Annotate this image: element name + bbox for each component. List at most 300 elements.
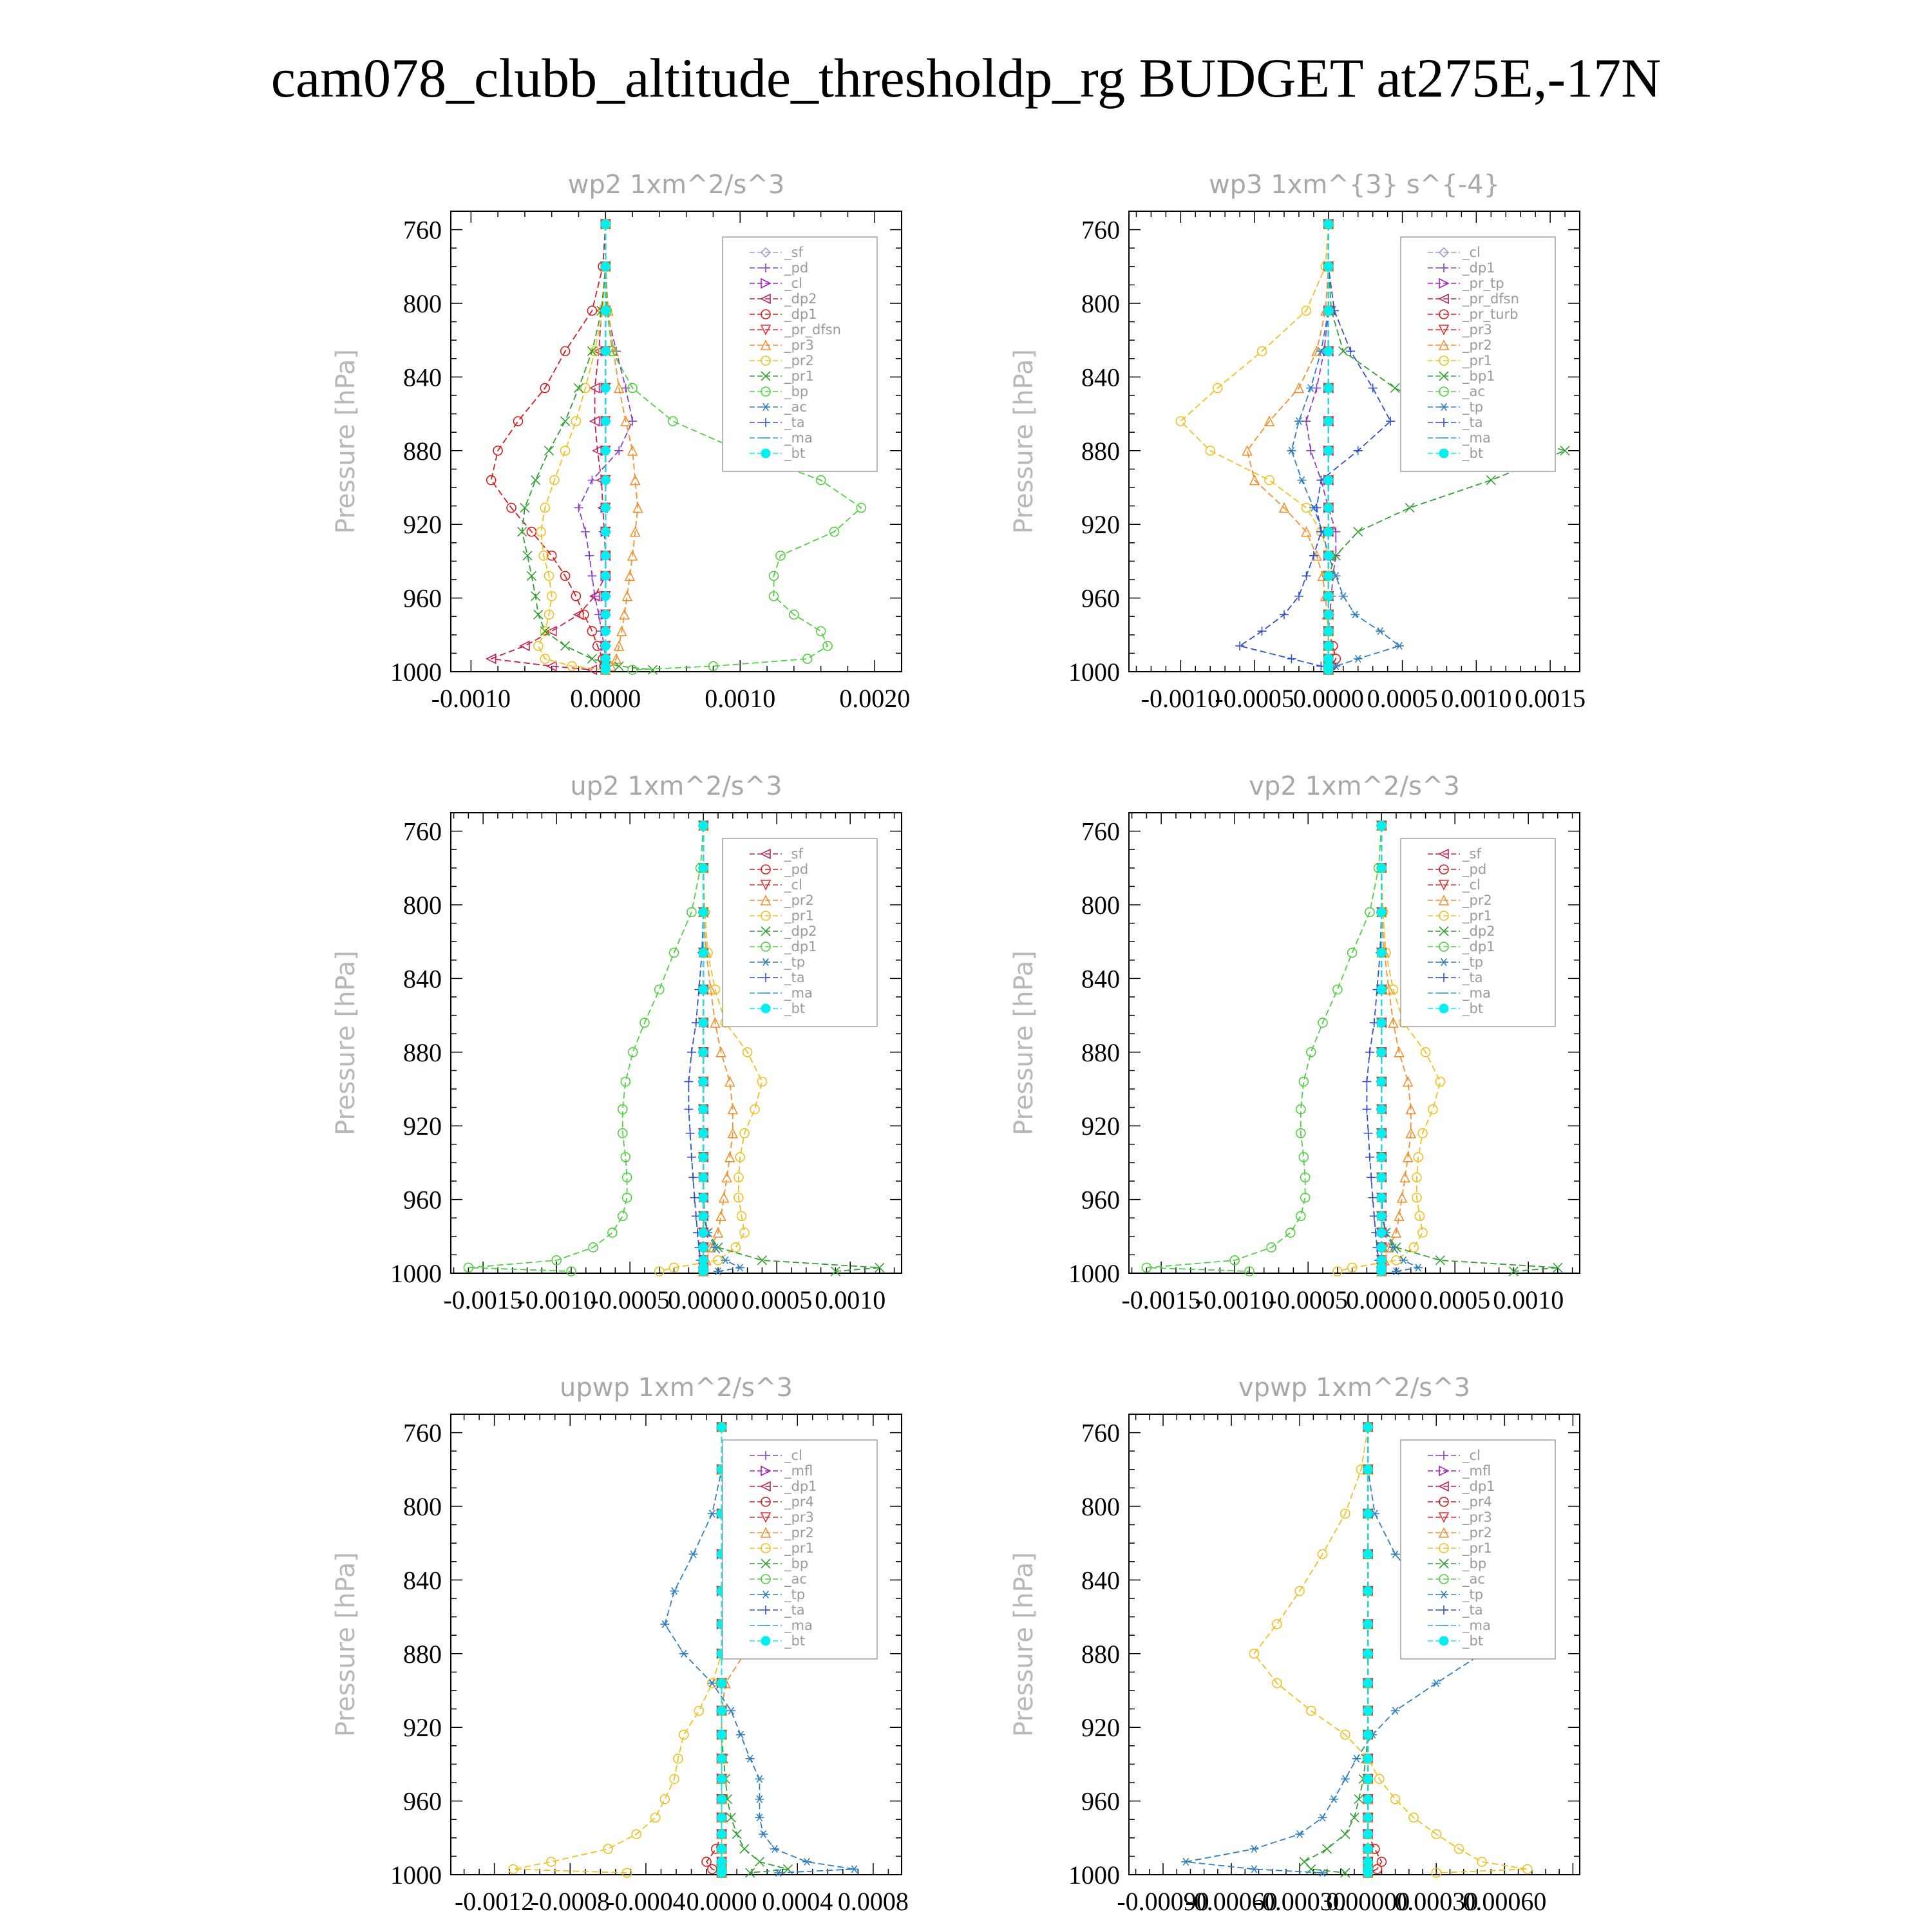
data-point — [1341, 1868, 1350, 1877]
x-tick-label: -0.0010 — [431, 684, 511, 713]
data-point — [1354, 1795, 1363, 1804]
data-point — [1324, 627, 1333, 636]
y-tick-label: 1000 — [390, 1861, 442, 1889]
data-point — [1249, 1866, 1258, 1873]
data-point — [684, 1104, 693, 1113]
data-point — [694, 1706, 703, 1715]
legend-label: _pr3 — [1463, 322, 1492, 337]
data-point — [601, 417, 610, 426]
series-bp — [1300, 1423, 1372, 1877]
data-point — [1365, 1153, 1374, 1162]
series-line — [1292, 224, 1400, 670]
data-point — [699, 1243, 708, 1252]
data-point — [699, 1153, 708, 1162]
data-point — [1298, 477, 1307, 484]
data-point — [668, 417, 677, 426]
y-tick-label: 880 — [403, 436, 442, 466]
data-point — [534, 641, 543, 650]
data-point — [531, 476, 540, 485]
y-tick-label: 960 — [1081, 583, 1120, 613]
data-point — [1367, 1173, 1376, 1182]
data-point — [1377, 1267, 1386, 1276]
data-point — [1414, 1264, 1423, 1271]
x-tick-label: 0.0004 — [762, 1887, 833, 1916]
x-tick-label: -0.0005 — [1215, 684, 1294, 713]
legend-label: _dp2 — [1463, 923, 1495, 939]
chart-panel — [331, 1373, 909, 1916]
panel-title: wp3 1xm^{3} s^{-4} — [1208, 170, 1501, 200]
legend-marker — [761, 1636, 770, 1645]
data-point — [746, 1755, 755, 1762]
x-tick-label: -0.0010 — [516, 1285, 596, 1314]
y-tick-label: 760 — [403, 817, 442, 846]
data-point — [601, 346, 610, 355]
data-point — [1363, 1465, 1372, 1474]
legend-label: _tp — [1463, 399, 1484, 415]
data-point — [726, 1707, 735, 1714]
data-point — [513, 417, 522, 426]
data-point — [1306, 446, 1315, 455]
panel-title: vpwp 1xm^2/s^3 — [1238, 1373, 1471, 1403]
y-tick-label: 800 — [1081, 289, 1120, 318]
legend-label: _pr1 — [1463, 908, 1492, 923]
x-tick-label: 0.0000 — [686, 1887, 757, 1916]
x-tick-label: 0.0005 — [1367, 684, 1438, 713]
legend-label: _mfl — [784, 1463, 813, 1479]
data-point — [1243, 446, 1252, 455]
data-point — [534, 610, 543, 619]
x-tick-label: -0.0015 — [1121, 1285, 1201, 1314]
legend-label: _pr1 — [1463, 1540, 1492, 1556]
legend-label: _bt — [1463, 446, 1484, 461]
data-point — [687, 1048, 696, 1057]
data-point — [618, 1211, 627, 1220]
legend-label: _pr4 — [784, 1494, 814, 1510]
y-tick-label: 960 — [1081, 1185, 1120, 1215]
legend-label: _ma — [1463, 430, 1491, 446]
x-tick-label: 0.00030 — [1394, 1887, 1479, 1916]
y-tick-label: 800 — [403, 289, 442, 318]
legend-label: _tp — [1463, 1587, 1484, 1602]
data-point — [587, 654, 596, 663]
y-tick-label: 1000 — [390, 658, 442, 687]
legend-label: _sf — [784, 245, 803, 260]
data-point — [1363, 1587, 1372, 1596]
x-tick-label: -0.0008 — [530, 1887, 610, 1916]
legend-label: _dp2 — [784, 291, 817, 307]
y-tick-label: 760 — [403, 1418, 442, 1448]
x-tick-label: -0.0004 — [606, 1887, 686, 1916]
legend-label: _mfl — [1463, 1463, 1492, 1479]
data-point — [699, 1211, 708, 1220]
data-point — [699, 985, 708, 994]
legend-label: _ta — [1463, 1602, 1483, 1618]
y-tick-label: 1000 — [1068, 1861, 1120, 1889]
x-tick-label: 0.0000 — [570, 684, 641, 713]
y-tick-label: 840 — [403, 964, 442, 994]
legend-label: _tp — [784, 1587, 806, 1602]
x-tick-label: 0.0005 — [741, 1285, 813, 1314]
chart-panel — [331, 772, 902, 1314]
data-point — [1363, 1679, 1372, 1688]
legend-label: _ac — [784, 399, 807, 415]
series-pr2 — [1243, 220, 1333, 674]
data-point — [755, 1776, 764, 1783]
legend-label: _dp1 — [784, 307, 817, 322]
x-tick-label: 0.00000 — [1326, 1887, 1410, 1916]
legend — [1401, 1440, 1555, 1659]
data-point — [1324, 665, 1333, 674]
legend-label: _pr2 — [784, 1525, 814, 1540]
x-tick-label: 0.0010 — [815, 1285, 886, 1314]
data-point — [601, 446, 610, 455]
data-point — [1363, 1706, 1372, 1715]
legend-label: _dp1 — [1463, 939, 1495, 954]
data-point — [1318, 1814, 1327, 1821]
data-point — [1363, 1549, 1372, 1558]
y-tick-label: 800 — [1081, 891, 1120, 920]
legend — [723, 838, 877, 1027]
data-point — [1286, 1228, 1295, 1237]
data-point — [660, 1620, 669, 1627]
series-line — [538, 224, 606, 670]
data-point — [523, 551, 532, 560]
data-point — [561, 417, 570, 426]
data-point — [1377, 1243, 1386, 1252]
series-line — [513, 1427, 722, 1873]
data-point — [1312, 503, 1321, 512]
legend-label: _bt — [784, 1633, 806, 1649]
legend-label: _ma — [1463, 1618, 1491, 1633]
chart-panel — [1009, 1373, 1580, 1916]
legend-label: _ta — [784, 415, 805, 430]
legend-label: _pr_tp — [1463, 276, 1504, 291]
x-tick-label: -0.0010 — [1141, 684, 1220, 713]
data-point — [527, 571, 536, 580]
data-point — [802, 1858, 811, 1865]
data-point — [1377, 1211, 1386, 1220]
x-tick-label: -0.00060 — [1185, 1887, 1278, 1916]
legend-label: _tp — [1463, 954, 1484, 970]
y-tick-label: 840 — [1081, 363, 1120, 392]
legend-label: _bt — [1463, 1633, 1484, 1649]
x-tick-label: -0.00030 — [1253, 1887, 1346, 1916]
legend-label: _cl — [784, 877, 802, 893]
data-point — [717, 1844, 726, 1853]
y-tick-label: 920 — [1081, 1112, 1120, 1141]
data-point — [717, 1679, 726, 1688]
data-point — [1324, 476, 1333, 485]
legend-label: _bt — [1463, 1001, 1484, 1016]
x-tick-label: 0.00060 — [1463, 1887, 1547, 1916]
legend-label: _pr2 — [1463, 893, 1492, 908]
data-point — [587, 571, 596, 580]
y-tick-label: 880 — [1081, 1037, 1120, 1067]
y-tick-label: 920 — [403, 510, 442, 540]
data-point — [731, 1243, 740, 1252]
legend-marker — [1439, 1636, 1448, 1645]
data-point — [679, 1730, 688, 1739]
legend-label: _sf — [1463, 846, 1481, 862]
data-point — [601, 384, 610, 393]
data-point — [1377, 1077, 1386, 1086]
legend-label: _pr_turb — [1463, 307, 1519, 322]
data-point — [1287, 654, 1296, 663]
data-point — [1324, 220, 1333, 229]
data-point — [1377, 1153, 1386, 1162]
data-point — [717, 1423, 726, 1432]
legend-label: _bt — [784, 446, 806, 461]
data-point — [1354, 527, 1363, 536]
data-point — [520, 641, 529, 650]
legend-label: _ta — [784, 1602, 805, 1618]
data-point — [1363, 1649, 1372, 1658]
data-point — [1324, 446, 1333, 455]
data-point — [601, 610, 610, 619]
y-tick-label: 880 — [1081, 436, 1120, 466]
y-tick-label: 920 — [403, 1112, 442, 1141]
data-point — [1329, 1795, 1338, 1803]
data-point — [1324, 592, 1333, 601]
data-point — [1377, 1018, 1386, 1027]
data-point — [1377, 985, 1386, 994]
data-point — [684, 1077, 693, 1086]
data-point — [688, 1551, 697, 1558]
data-point — [717, 1795, 726, 1804]
legend-marker — [1439, 449, 1448, 458]
series-line — [1304, 1427, 1368, 1873]
legend-label: _pr4 — [1463, 1494, 1492, 1510]
data-point — [699, 864, 708, 873]
y-tick-label: 800 — [403, 891, 442, 920]
data-point — [1405, 503, 1414, 512]
data-point — [601, 503, 610, 512]
legend-label: _pr1 — [784, 368, 814, 384]
y-tick-label: 800 — [403, 1492, 442, 1521]
legend-label: _dp1 — [784, 939, 817, 954]
panel-title: vp2 1xm^2/s^3 — [1249, 772, 1460, 801]
data-point — [1377, 1228, 1386, 1237]
data-point — [686, 1129, 695, 1138]
data-point — [1363, 1509, 1372, 1518]
data-point — [1352, 1755, 1361, 1762]
x-tick-label: -0.0012 — [454, 1887, 535, 1916]
data-point — [736, 1731, 745, 1738]
legend-label: _ac — [1463, 1571, 1485, 1587]
data-point — [1368, 384, 1378, 393]
series-line — [1247, 224, 1329, 670]
data-point — [1377, 907, 1386, 916]
legend-label: _ta — [1463, 970, 1483, 985]
legend-label: _cl — [784, 1448, 802, 1463]
legend-label: _pd — [1463, 862, 1487, 877]
data-point — [601, 641, 610, 650]
data-point — [574, 503, 583, 512]
data-point — [1377, 1129, 1386, 1138]
data-point — [603, 1844, 612, 1853]
series-ta — [1235, 220, 1395, 674]
data-point — [1333, 985, 1342, 994]
data-point — [1377, 1193, 1386, 1202]
series-line — [491, 224, 606, 670]
y-tick-label: 1000 — [390, 1259, 442, 1288]
y-tick-label: 760 — [1081, 817, 1120, 846]
data-point — [1294, 417, 1303, 424]
x-tick-label: -0.00090 — [1117, 1887, 1209, 1916]
data-point — [755, 1857, 764, 1866]
data-point — [699, 1129, 708, 1138]
data-point — [1390, 384, 1399, 393]
legend-label: _bp1 — [1463, 368, 1495, 384]
figure-title: cam078_clubb_altitude_thresholdp_rg BUDGET at275E,-17N — [270, 47, 1662, 109]
y-tick-label: 1000 — [1068, 1259, 1120, 1288]
data-point — [740, 1844, 749, 1853]
data-point — [1363, 1774, 1372, 1783]
data-point — [601, 665, 610, 674]
data-point — [1324, 610, 1333, 619]
legend-label: _ma — [1463, 985, 1491, 1001]
data-point — [732, 1830, 741, 1839]
data-point — [1176, 417, 1185, 426]
data-point — [1363, 1730, 1372, 1739]
legend-label: _ac — [784, 1571, 807, 1587]
data-point — [574, 384, 583, 393]
data-point — [1324, 346, 1333, 355]
data-point — [726, 1813, 735, 1822]
series-dp1 — [1302, 220, 1340, 674]
data-point — [651, 1813, 660, 1822]
data-point — [708, 1510, 717, 1517]
data-point — [601, 592, 610, 601]
data-point — [1324, 641, 1333, 650]
x-tick-label: 0.0005 — [1419, 1285, 1491, 1314]
data-point — [660, 1795, 669, 1804]
data-point — [1435, 1077, 1444, 1086]
data-point — [757, 1077, 766, 1086]
data-point — [699, 1104, 708, 1113]
legend-label: _ma — [784, 1618, 813, 1633]
legend-label: _bp — [784, 384, 809, 399]
data-point — [1302, 571, 1311, 580]
series-dp1 — [487, 220, 611, 674]
x-tick-label: 0.0015 — [1515, 684, 1586, 713]
data-point — [1324, 571, 1333, 580]
x-tick-label: -0.0015 — [443, 1285, 523, 1314]
data-point — [699, 1173, 708, 1182]
data-point — [545, 446, 554, 455]
x-tick-label: -0.0005 — [1268, 1285, 1348, 1314]
data-point — [1560, 446, 1569, 455]
chart-panel — [1009, 170, 1586, 713]
series-dp1 — [464, 821, 708, 1276]
data-point — [699, 948, 708, 957]
legend-label: _dp1 — [1463, 1479, 1495, 1494]
data-point — [1428, 1104, 1437, 1113]
legend-label: _cl — [784, 276, 802, 291]
data-point — [1265, 476, 1274, 485]
legend-label: _bp — [784, 1556, 809, 1571]
data-point — [1324, 384, 1333, 393]
legend-label: _pr_dfsn — [1463, 291, 1519, 307]
series-dp2 — [487, 220, 611, 674]
data-point — [1409, 1243, 1418, 1252]
chart-panel — [1009, 772, 1580, 1314]
legend-marker — [761, 1004, 770, 1013]
legend-label: _pr_dfsn — [784, 322, 841, 337]
panel-title: upwp 1xm^2/s^3 — [560, 1373, 793, 1403]
data-point — [1363, 1423, 1372, 1432]
data-point — [1377, 821, 1386, 830]
y-tick-label: 880 — [1081, 1639, 1120, 1669]
data-point — [1280, 610, 1289, 619]
data-point — [1249, 1845, 1258, 1852]
data-point — [1377, 948, 1386, 957]
data-point — [699, 1228, 708, 1237]
legend-label: _dp1 — [784, 1479, 817, 1494]
data-point — [1363, 1754, 1372, 1763]
data-point — [1296, 1211, 1305, 1220]
data-point — [1307, 1048, 1316, 1057]
data-point — [601, 220, 610, 229]
data-point — [1376, 627, 1385, 634]
data-point — [571, 417, 580, 426]
panel-title: wp2 1xm^2/s^3 — [567, 170, 785, 200]
data-point — [601, 571, 610, 580]
y-tick-label: 800 — [1081, 1492, 1120, 1521]
x-tick-label: 0.0008 — [837, 1887, 909, 1916]
y-tick-label: 920 — [403, 1713, 442, 1743]
data-point — [1273, 1620, 1282, 1629]
series-pr1 — [518, 220, 658, 674]
y-tick-label: 920 — [1081, 1713, 1120, 1743]
legend — [1401, 838, 1555, 1027]
data-point — [670, 1587, 679, 1595]
series-line — [491, 224, 606, 670]
y-axis-label: Pressure [hPa] — [331, 1552, 361, 1737]
data-point — [717, 1774, 726, 1783]
y-tick-label: 920 — [1081, 510, 1120, 540]
data-point — [1377, 864, 1386, 873]
data-point — [1363, 1830, 1372, 1839]
legend-label: _pr3 — [1463, 1510, 1492, 1525]
chart-panels — [331, 170, 1586, 1916]
y-axis-label: Pressure [hPa] — [1009, 1552, 1039, 1737]
data-point — [1364, 1129, 1373, 1138]
data-point — [1354, 655, 1363, 662]
y-axis-label: Pressure [hPa] — [1009, 951, 1039, 1135]
data-point — [1354, 446, 1363, 455]
legend-label: _sf — [784, 846, 803, 862]
data-point — [817, 627, 826, 636]
y-axis-label: Pressure [hPa] — [331, 349, 361, 534]
legend-label: _cl — [1463, 1448, 1481, 1463]
data-point — [717, 1706, 726, 1715]
data-point — [1377, 1104, 1386, 1113]
y-tick-label: 1000 — [1068, 658, 1120, 687]
y-tick-label: 960 — [403, 583, 442, 613]
series-pr1 — [509, 1423, 726, 1877]
legend-label: _dp2 — [784, 923, 817, 939]
legend-label: _pr1 — [784, 908, 814, 923]
y-tick-label: 840 — [1081, 964, 1120, 994]
y-tick-label: 760 — [1081, 1418, 1120, 1448]
legend — [723, 237, 877, 471]
data-point — [1362, 1104, 1371, 1113]
legend — [723, 1440, 877, 1659]
legend-label: _bt — [784, 1001, 806, 1016]
series-line — [468, 826, 703, 1271]
data-point — [746, 1868, 755, 1877]
